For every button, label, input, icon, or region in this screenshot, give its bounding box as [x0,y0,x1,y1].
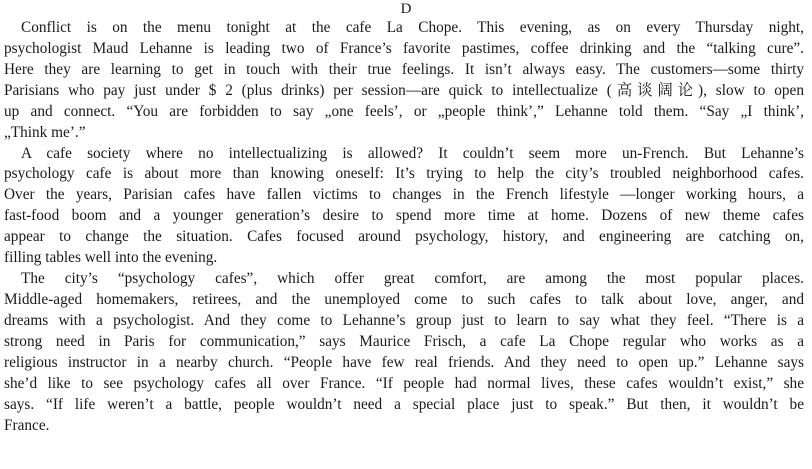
text-line: Here they are learning to get in touch with their true feelings. It isn’t always easy. The customers—some thirty [4,61,804,78]
text-line: says. “If life weren’t a battle, people wouldn’t need a special place just to speak.” But then, it wouldn’t be [4,396,804,413]
text-line: Middle-aged homemakers, retirees, and the unemployed come to such cafes to talk about love, anger, and [4,291,804,308]
text-line: Conflict is on the menu tonight at the cafe La Chope. This evening, as on every Thursday night, [21,19,804,36]
text-line: dreams with a psychologist. And they come to Lehanne’s group just to learn to say what they feel. “There is a [4,312,804,329]
text-line: she’d like to see psychology cafes all over France. “If people had normal lives, these cafes wouldn’t exist,” she [4,375,804,392]
text-line: appear to change the situation. Cafes focused around psychology, history, and engineering are catching on, [4,228,804,245]
text-line: up and connect. “You are forbidden to say „one feels’, or „people think’,” Lehanne told them. “Say „I think’, [4,103,804,120]
text-line: A cafe society where no intellectualizing is allowed? It couldn’t seem more un-French. But Lehanne’s [21,145,804,162]
text-line: Over the years, Parisian cafes have fallen victims to changes in the French lifestyle —longer working hours, a [4,186,804,203]
text-line: religious instructor in a nearby church. “People have few real friends. And they need to open up.” Lehanne says [4,354,804,371]
text-line: fast-food boom and a younger generation’s desire to spend more time at home. Dozens of new theme cafes [4,207,804,224]
text-line: psychologist Maud Lehanne is leading two of France’s favorite pastimes, coffee drinking and the “talking cure”. [4,40,804,57]
section-heading: D [400,1,412,17]
text-line: strong need in Paris for communication,” says Maurice Frisch, a cafe La Chope regular who works as a [4,333,804,350]
text-line: The city’s “psychology cafes”, which offer great comfort, are among the most popular places. [21,270,804,287]
text-line: „Think me’.” [4,124,86,141]
text-line: psychology cafe is about more than knowing oneself: It’s trying to help the city’s troubled neighborhood cafes. [4,165,804,182]
text-line: Parisians who pay just under $ 2 (plus drinks) per session—are quick to intellectualize (高谈阔论), slow to open [4,82,804,99]
text-line: filling tables well into the evening. [4,249,218,266]
text-line: France. [4,417,50,434]
